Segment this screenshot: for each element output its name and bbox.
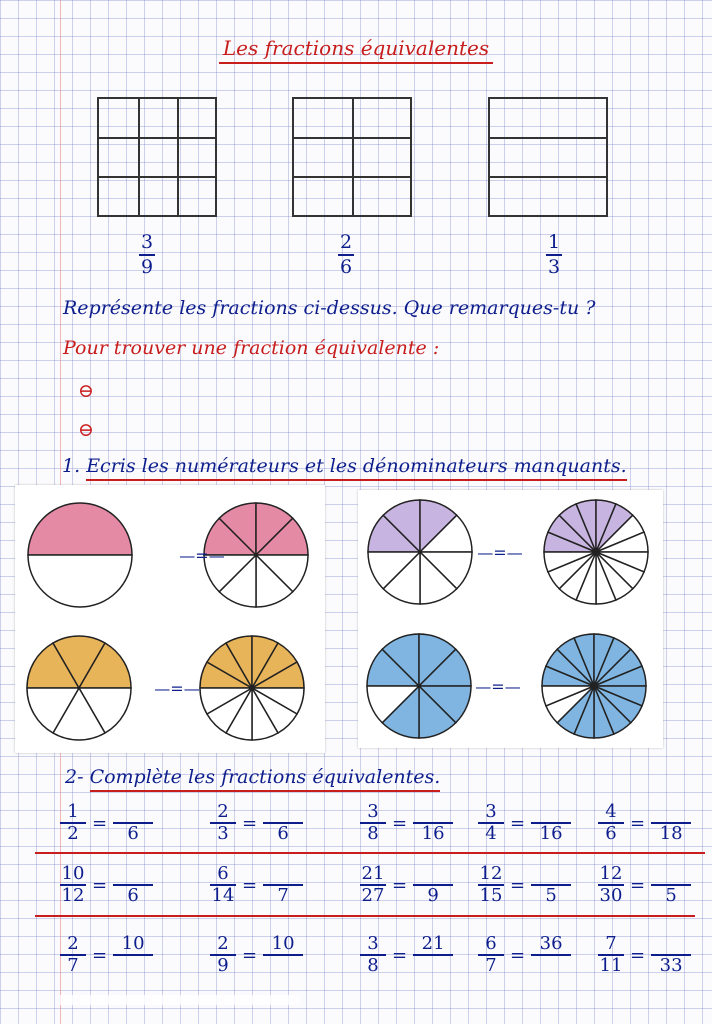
answer-fraction[interactable]: 9 [413, 864, 453, 906]
given-fraction: $\frac{4}{6}$ [598, 802, 624, 844]
equation-1-1 [60, 802, 153, 844]
instruction-text: Représente les fractions ci-dessus. Que remarques-tu ? [63, 297, 596, 319]
answer-fraction[interactable]: 6 [113, 802, 153, 844]
equals-sign: = [92, 812, 108, 834]
equal-sign-blank: —=— [477, 543, 523, 562]
pie-right-3 [200, 636, 304, 740]
equation-1-4 [478, 802, 571, 844]
answer-fraction[interactable]: 10 [113, 934, 153, 976]
given-fraction: $\frac{21}{27}$ [361, 863, 385, 906]
pie-left-3 [27, 636, 131, 740]
equals-sign: = [392, 812, 408, 834]
equals-sign: = [392, 944, 408, 966]
equal-sign-blank: —=— [154, 679, 200, 698]
equals-sign: = [510, 812, 526, 834]
given-fraction: $\frac{2}{7}$ [60, 934, 86, 976]
equals-sign: = [630, 944, 646, 966]
given-fraction: $\frac{3}{8}$ [360, 934, 386, 976]
exercise1-title: 1. Ecris les numérateurs et les dénominateurs manquants. [62, 455, 627, 477]
pie-left-4 [367, 634, 471, 738]
pie-left-2 [368, 500, 472, 604]
equals-sign: = [510, 944, 526, 966]
equation-3-5 [598, 934, 691, 976]
equation-2-4 [478, 864, 571, 906]
rule-heading: Pour trouver une fraction équivalente : [63, 337, 440, 359]
given-fraction: $\frac{10}{12}$ [61, 863, 85, 906]
equation-1-3 [360, 802, 453, 844]
bullet-2: ⊖ [78, 419, 94, 441]
answer-fraction[interactable]: 7 [263, 864, 303, 906]
given-fraction: $\frac{3}{8}$ [360, 802, 386, 844]
given-fraction: $\frac{12}{30}$ [599, 863, 623, 906]
answer-fraction[interactable]: 5 [651, 864, 691, 906]
pie-left-1 [28, 503, 132, 607]
fraction-1-3: 1 3 [547, 231, 561, 278]
paper-edge [60, 995, 300, 1005]
equal-sign-blank: —=— [179, 546, 225, 565]
answer-fraction[interactable]: 6 [113, 864, 153, 906]
equation-3-2 [210, 934, 303, 976]
answer-fraction[interactable]: 33 [651, 934, 691, 976]
answer-fraction[interactable]: 10 [263, 934, 303, 976]
equals-sign: = [630, 812, 646, 834]
equal-sign-blank: —=— [475, 677, 521, 696]
equation-1-5 [598, 802, 691, 844]
answer-fraction[interactable]: 16 [531, 802, 571, 844]
equation-1-2 [210, 802, 303, 844]
fraction-2-6: 2 6 [339, 231, 353, 278]
equation-3-3 [360, 934, 453, 976]
equation-2-2 [210, 864, 303, 906]
pie-slice [28, 503, 132, 555]
answer-fraction[interactable]: 6 [263, 802, 303, 844]
equals-sign: = [92, 944, 108, 966]
given-fraction: $\frac{2}{3}$ [210, 802, 236, 844]
pie-right-4 [542, 634, 646, 738]
equation-3-1 [60, 934, 153, 976]
given-fraction: $\frac{12}{15}$ [479, 863, 503, 906]
equals-sign: = [392, 874, 408, 896]
equation-2-5 [598, 864, 691, 906]
separator-line-1 [35, 852, 705, 854]
equals-sign: = [510, 874, 526, 896]
answer-fraction[interactable]: 16 [413, 802, 453, 844]
pie-right-2 [544, 500, 648, 604]
given-fraction: $\frac{6}{14}$ [211, 863, 235, 906]
equals-sign: = [242, 812, 258, 834]
exercise2-title: 2- Complète les fractions équivalentes. [65, 766, 440, 788]
equals-sign: = [242, 944, 258, 966]
equals-sign: = [92, 874, 108, 896]
fraction-3-9: 3 9 [140, 231, 154, 278]
given-fraction: $\frac{1}{2}$ [60, 802, 86, 844]
given-fraction: $\frac{2}{9}$ [210, 934, 236, 976]
page-title: Les fractions équivalentes [0, 36, 712, 60]
bullet-1: ⊖ [78, 380, 94, 402]
equation-2-1 [60, 864, 153, 906]
answer-fraction[interactable]: 21 [413, 934, 453, 976]
answer-fraction[interactable]: 36 [531, 934, 571, 976]
pie-slice [28, 555, 132, 607]
equals-sign: = [242, 874, 258, 896]
equals-sign: = [630, 874, 646, 896]
separator-line-2 [35, 915, 695, 917]
equation-3-4 [478, 934, 571, 976]
equation-2-3 [360, 864, 453, 906]
given-fraction: $\frac{3}{4}$ [478, 802, 504, 844]
answer-fraction[interactable]: 18 [651, 802, 691, 844]
given-fraction: $\frac{6}{7}$ [478, 934, 504, 976]
answer-fraction[interactable]: 5 [531, 864, 571, 906]
given-fraction: $\frac{7}{11}$ [599, 933, 623, 976]
